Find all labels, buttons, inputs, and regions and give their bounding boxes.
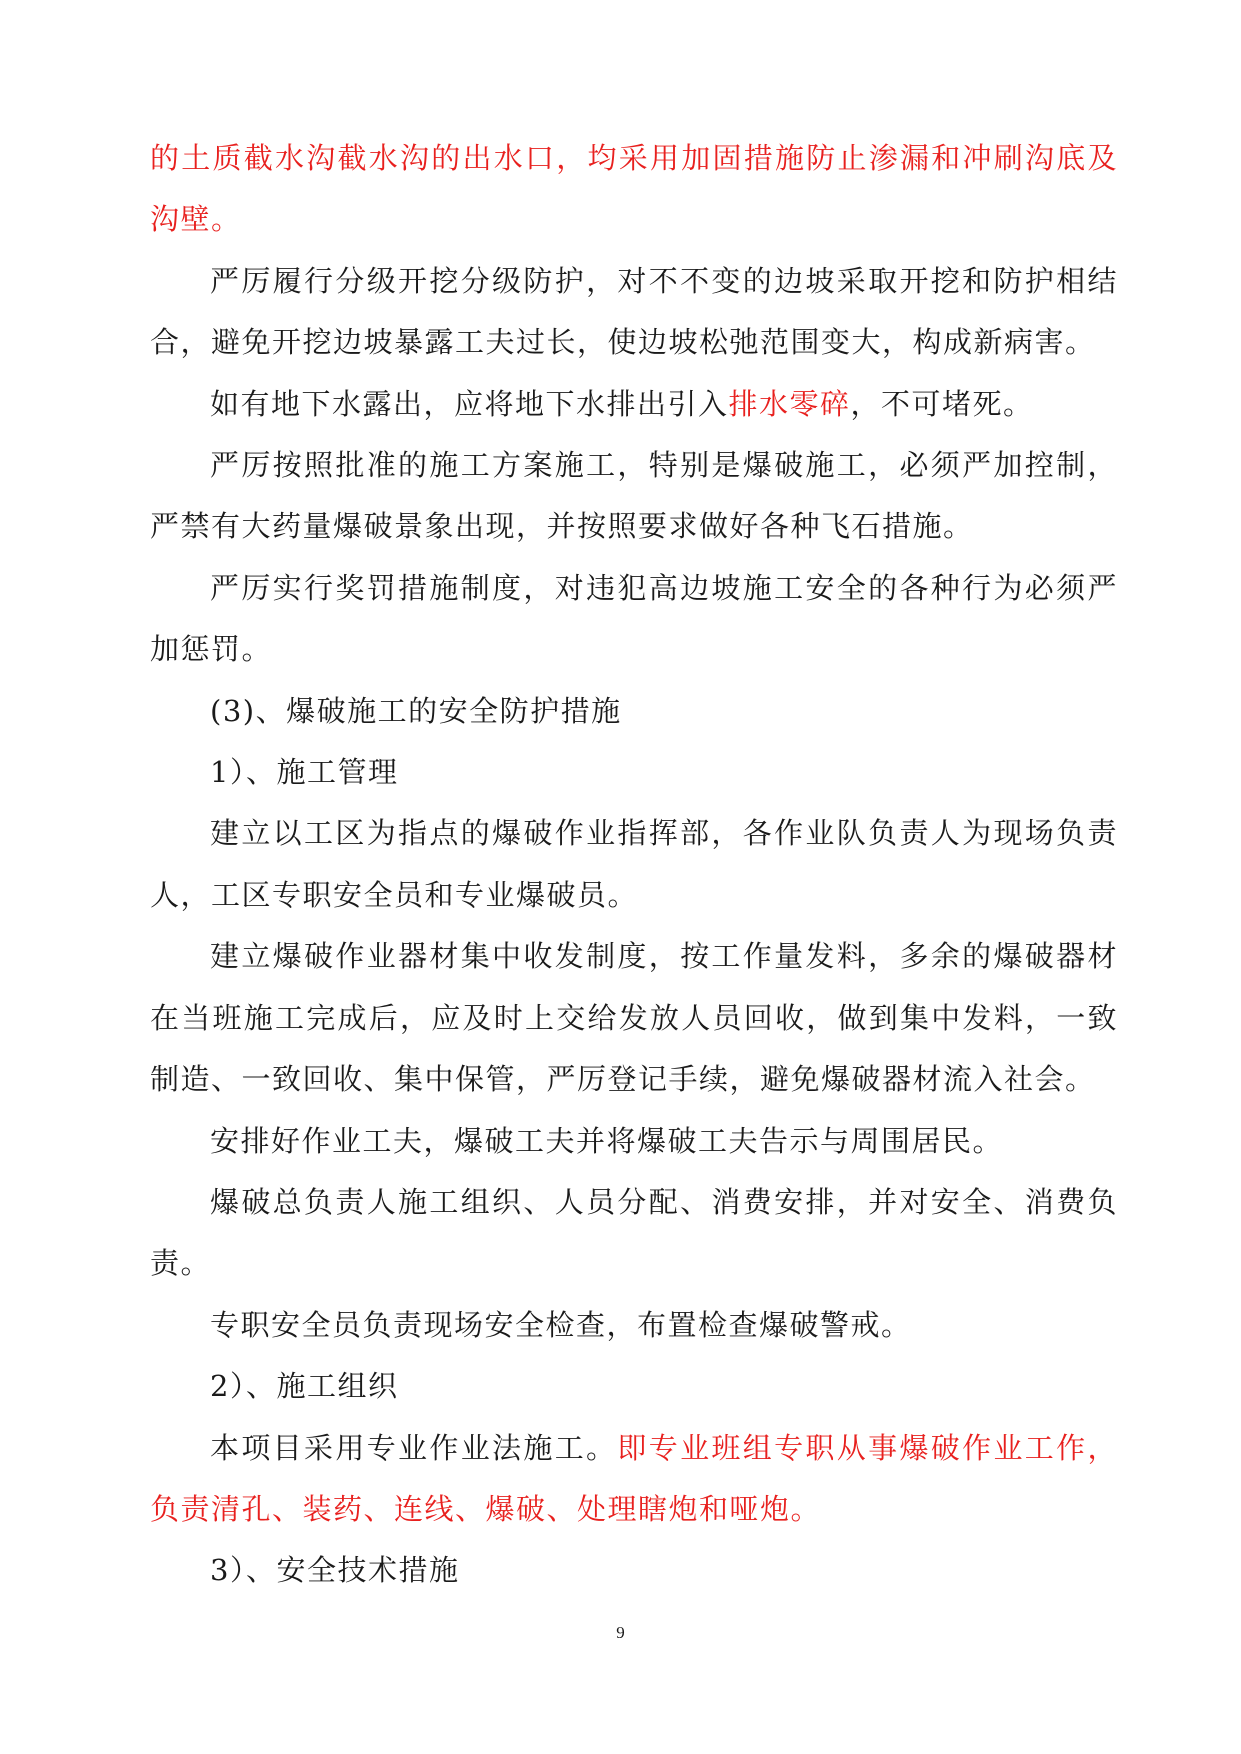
paragraph bbox=[150, 1540, 1118, 1601]
paragraph bbox=[150, 1295, 1118, 1356]
text-run: ，不可堵死。 bbox=[850, 386, 1034, 421]
text-run: 安排好作业工夫，爆破工夫并将爆破工夫告示与周围居民。 bbox=[210, 1123, 1004, 1158]
highlighted-text: 的土质截水沟截水沟的出水口，均采用加固措施防止渗漏和冲刷沟底及沟壁。 bbox=[150, 141, 1118, 237]
paragraph bbox=[150, 681, 1118, 742]
text-run: 专职安全员负责现场安全检查，布置检查爆破警戒。 bbox=[210, 1307, 912, 1342]
paragraph bbox=[150, 926, 1118, 1110]
text-run: 严厉实行奖罚措施制度，对违犯高边坡施工安全的各种行为必须严加惩罚。 bbox=[150, 570, 1118, 667]
text-run: (3)、爆破施工的安全防护措施 bbox=[210, 693, 622, 728]
text-run: 爆破总负责人施工组织、人员分配、消费安排，并对安全、消费负责。 bbox=[150, 1184, 1118, 1281]
paragraph bbox=[150, 1418, 1118, 1541]
text-run: 建立以工区为指点的爆破作业指挥部，各作业队负责人为现场负责人，工区专职安全员和专业爆破员。 bbox=[150, 816, 1118, 912]
paragraph bbox=[150, 1356, 1118, 1417]
text-run: 2）、施工组织 bbox=[210, 1369, 399, 1404]
paragraph bbox=[150, 803, 1118, 926]
paragraph bbox=[150, 128, 1118, 251]
paragraph bbox=[150, 435, 1118, 558]
paragraph bbox=[150, 1172, 1118, 1295]
highlighted-text: 排水零碎 bbox=[728, 386, 851, 421]
paragraph bbox=[150, 374, 1118, 435]
text-run: 严厉履行分级开挖分级防护，对不不变的边坡采取开挖和防护相结合，避免开挖边坡暴露工夫过长，使边坡松弛范围变大，构成新病害。 bbox=[150, 263, 1118, 360]
text-run: 如有地下水露出，应将地下水排出引入 bbox=[210, 386, 729, 421]
paragraph bbox=[150, 742, 1118, 803]
text-run: 3）、安全技术措施 bbox=[210, 1553, 460, 1588]
paragraph bbox=[150, 251, 1118, 374]
text-run: 本项目采用专业作业法施工。 bbox=[210, 1430, 618, 1465]
highlighted-text: 即专业班组专职从事爆破作业工作，负责清孔、装药、连线、爆破、处理瞎炮和哑炮。 bbox=[150, 1430, 1118, 1526]
paragraph bbox=[150, 558, 1118, 681]
body-text bbox=[150, 128, 1118, 1602]
text-run: 1）、施工管理 bbox=[210, 755, 399, 790]
paragraph bbox=[150, 1111, 1118, 1172]
text-run: 严厉按照批准的施工方案施工，特别是爆破施工，必须严加控制，严禁有大药量爆破景象出现，并按照要求做好各种飞石措施。 bbox=[150, 448, 1118, 544]
page-number: 9 bbox=[616, 1623, 625, 1642]
text-run: 建立爆破作业器材集中收发制度，按工作量发料，多余的爆破器材在当班施工完成后，应及时上交给发放人员回收，做到集中发料，一致制造、一致回收、集中保管，严厉登记手续，避免爆破器材流入社会。 bbox=[150, 939, 1118, 1097]
